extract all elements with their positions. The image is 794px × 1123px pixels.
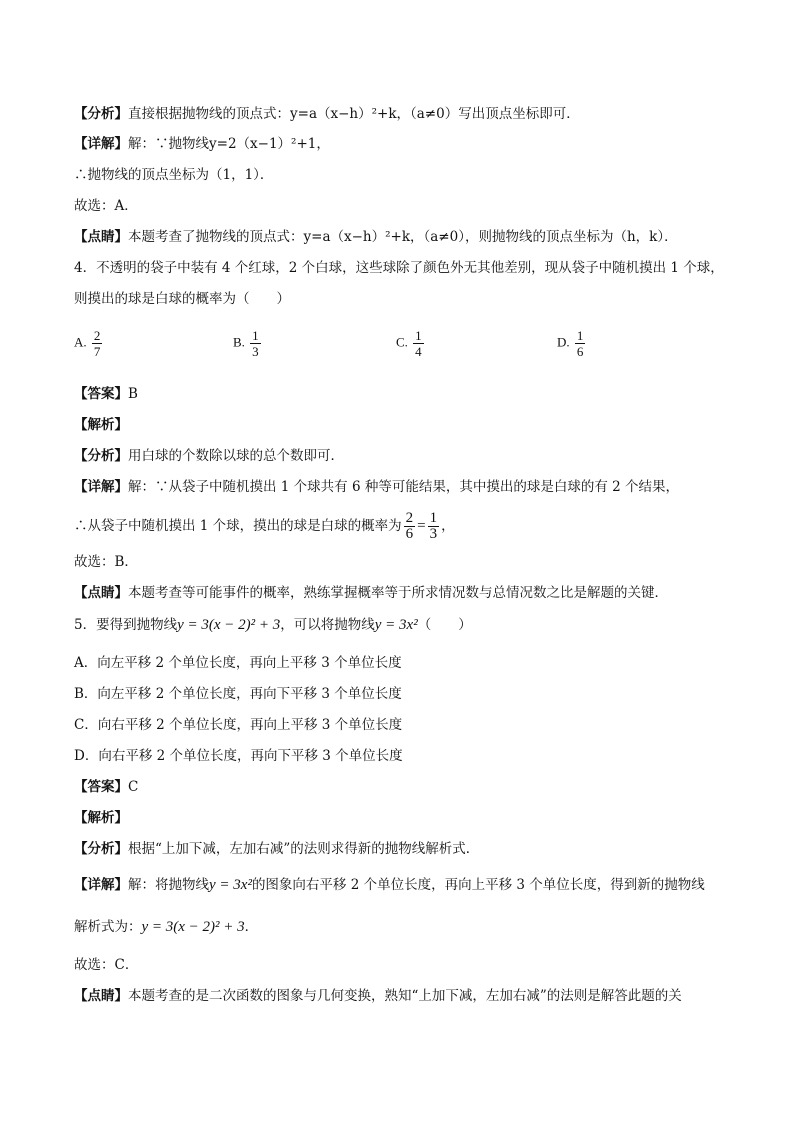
detail-tag: 【详解】	[74, 877, 128, 893]
option-label: C.	[396, 334, 408, 350]
detail-text: 解：∵抛物线y=2（x−1）²+1，	[128, 136, 330, 152]
q4-choice: 故选：B．	[74, 554, 138, 570]
q5-choice: 故选：C．	[74, 957, 139, 973]
fraction-denominator: 3	[252, 344, 259, 359]
analysis-tag: 【分析】	[74, 841, 128, 857]
analysis-tag: 【分析】	[74, 448, 128, 464]
result-label: 解析式为：	[74, 919, 142, 935]
stem-part-a: 5．要得到抛物线	[74, 617, 178, 633]
comment-tag: 【点睛】	[74, 988, 128, 1004]
fraction-numerator: 1	[576, 328, 584, 343]
q5-option-d: D．向右平移 2 个单位长度，再向下平移 3 个单位长度	[74, 748, 403, 764]
conclusion-end: ，	[441, 518, 455, 534]
option-label: D.	[557, 334, 570, 350]
conclusion-text: ∴从袋子中随机摸出 1 个球，摸出的球是白球的概率为	[74, 518, 402, 534]
detail-text-b: 的图象向右平移 2 个单位长度，再向上平移 3 个单位长度，得到新的抛物线	[251, 877, 705, 893]
q4-comment	[74, 584, 668, 602]
prev-choice: 故选：A．	[74, 198, 138, 214]
q5-solution-heading: 【解析】	[74, 810, 128, 826]
detail-text: 解：∵从袋子中随机摸出 1 个球共有 6 种等可能结果，其中摸出的球是白球的有 2 个结果，	[128, 479, 680, 495]
q5-result-expression	[74, 918, 258, 936]
q4-detail	[74, 478, 679, 496]
detail-tag: 【详解】	[74, 136, 128, 152]
analysis-tag: 【分析】	[74, 106, 128, 122]
simplified-fraction	[428, 511, 440, 542]
prev-conclusion: ∴抛物线的顶点坐标为（1，1）．	[74, 167, 274, 183]
source-parabola-expression: y = 3x²	[374, 617, 418, 633]
analysis-text: 直接根据抛物线的顶点式：y=a（x−h）²+k，（a≠0）写出顶点坐标即可．	[128, 106, 580, 122]
fraction-denominator: 6	[405, 526, 414, 542]
fraction-numerator: 2	[93, 328, 101, 343]
comment-text: 本题考查等可能事件的概率，熟练掌握概率等于所求情况数与总情况数之比是解题的关键．	[128, 585, 668, 601]
q4-answer	[74, 385, 138, 403]
q5-option-c: C．向右平移 2 个单位长度，再向上平移 3 个单位长度	[74, 717, 403, 733]
q4-option-a	[74, 328, 104, 359]
prev-detail	[74, 135, 330, 153]
q5-answer	[74, 778, 138, 796]
fraction-denominator: 4	[415, 344, 422, 359]
q4-conclusion	[74, 509, 455, 543]
q5-detail	[74, 876, 705, 894]
fraction-denominator: 7	[93, 344, 101, 359]
q4-option-c	[396, 328, 426, 359]
answer-value: B	[128, 386, 138, 402]
result-parabola-expression: y = 3(x − 2)² + 3	[141, 919, 245, 935]
option-label: B.	[233, 334, 245, 350]
source-parabola-expression: y = 3x²	[209, 877, 252, 893]
result-end: ．	[244, 919, 259, 935]
q4-solution-heading: 【解析】	[74, 417, 128, 433]
q4-stem-line2: 则摸出的球是白球的概率为（ ）	[74, 291, 290, 307]
comment-tag: 【点睛】	[74, 585, 128, 601]
q4-option-d	[557, 328, 587, 359]
comment-tag: 【点睛】	[74, 229, 128, 245]
target-parabola-expression: y = 3(x − 2)² + 3	[177, 617, 281, 633]
option-fraction	[575, 328, 586, 359]
q5-option-b: B．向左平移 2 个单位长度，再向下平移 3 个单位长度	[74, 686, 402, 702]
equals-sign: =	[417, 518, 426, 534]
probability-fraction	[404, 511, 416, 542]
q4-stem-line1: 4．不透明的袋子中装有 4 个红球，2 个白球，这些球除了颜色外无其他差别，现从袋子中随机摸出 1 个球，	[74, 260, 724, 276]
q5-option-a: A．向左平移 2 个单位长度，再向上平移 3 个单位长度	[74, 655, 402, 671]
option-label: A.	[74, 334, 87, 350]
detail-tag: 【详解】	[74, 479, 128, 495]
option-fraction	[250, 328, 261, 359]
q5-analysis	[74, 840, 479, 858]
fraction-numerator: 2	[405, 510, 414, 526]
prev-analysis	[74, 105, 580, 123]
fraction-denominator: 6	[576, 344, 584, 359]
fraction-numerator: 1	[429, 510, 438, 526]
q5-comment	[74, 987, 682, 1005]
answer-tag: 【答案】	[74, 386, 128, 402]
comment-text: 本题考查了抛物线的顶点式：y=a（x−h）²+k，（a≠0），则抛物线的顶点坐标为（h，k）．	[128, 229, 678, 245]
q4-option-b	[233, 328, 263, 359]
comment-text: 本题考查的是二次函数的图象与几何变换，熟知“上加下减，左加右减”的法则是解答此题的关	[128, 988, 682, 1004]
answer-value: C	[128, 779, 139, 795]
stem-part-c: （ ）	[417, 617, 472, 633]
stem-part-b: ，可以将抛物线	[280, 617, 375, 633]
option-fraction	[92, 328, 103, 359]
analysis-text: 根据“上加下减，左加右减”的法则求得新的抛物线解析式．	[128, 841, 480, 857]
q5-stem	[74, 616, 472, 634]
answer-tag: 【答案】	[74, 779, 128, 795]
analysis-text: 用白球的个数除以球的总个数即可．	[128, 448, 344, 464]
q4-analysis	[74, 447, 344, 465]
fraction-numerator: 1	[415, 328, 422, 343]
prev-comment	[74, 228, 678, 246]
fraction-numerator: 1	[252, 328, 259, 343]
fraction-denominator: 3	[429, 526, 438, 542]
detail-text-a: 解：将抛物线	[128, 877, 209, 893]
option-fraction	[413, 328, 424, 359]
